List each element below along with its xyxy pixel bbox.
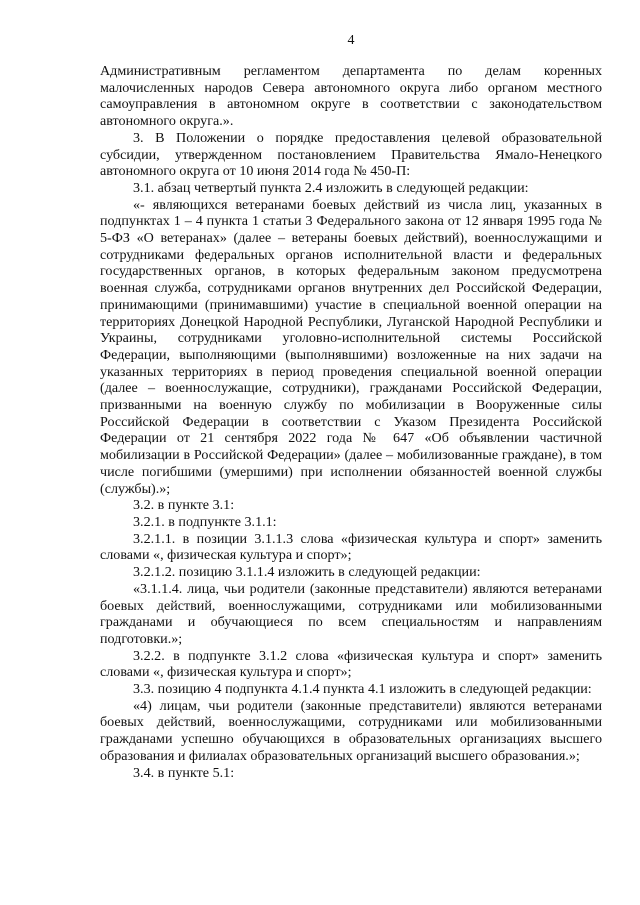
page-number: 4 bbox=[347, 33, 355, 48]
paragraph-2: 3. В Положении о порядке предоставления целевой образовательной субсидии, утвержденном постановлением Правительства Ямало-Ненецкого автономного округа от 10 июня 2014 года № 450-П: bbox=[100, 129, 602, 180]
paragraph-9: «3.1.1.4. лица, чьи родители (законные представители) являются ветеранами боевых действий, военнослужащими, сотрудниками или мобилизованными гражданами и обучающиеся по всем специальностям и направлениям подготовки.»; bbox=[100, 580, 602, 647]
paragraph-7: 3.2.1.1. в позиции 3.1.1.3 слова «физическая культура и спорт» заменить словами «, физическая культура и спорт»; bbox=[100, 530, 602, 564]
paragraph-12: «4) лицам, чьи родители (законные представители) являются ветеранами боевых действий, военнослужащими, сотрудниками или мобилизованными гражданами успешно обучающихся в образовательных организациях высшего образования и филиалах образовательных организаций высшего образования.»; bbox=[100, 697, 602, 764]
paragraph-4: «- являющихся ветеранами боевых действий из числа лиц, указанных в подпунктах 1 – 4 пункта 1 статьи 3 Федерального закона от 12 января 1995 года № 5-ФЗ «О ветеранах» (далее – ветераны боевых действий), военнослужащими и сотрудниками федеральных органов исполнительной власти и федеральных государственных органов, в которых федеральным законом предусмотрена военная служба, сотрудниками органов внутренних дел Российской Федерации, принимающими (принимавшими) участие в специальной военной операции на территориях Донецкой Народной Республики, Луганской Народной Республики и Украины, сотрудниками уголовно-исполнительной системы Российской Федерации, выполняющими (выполнявшими) возложенные на них задачи на указанных территориях в период проведения специальной военной операции (далее – военнослужащие, сотрудники), гражданами Российской Федерации, призванными на военную службу по мобилизации в Вооруженные силы Российской Федерации в соответствии с Указом Президента Российской Федерации от 21 сентября 2022 года № 647 «Об объявлении частичной мобилизации в Российской Федерации» (далее – мобилизованные граждане), в том числе погибшими (умершими) при исполнении обязанностей военной службы (службы).»; bbox=[100, 196, 602, 497]
paragraph-3: 3.1. абзац четвертый пункта 2.4 изложить в следующей редакции: bbox=[133, 179, 529, 196]
paragraph-11: 3.3. позицию 4 подпункта 4.1.4 пункта 4.1 изложить в следующей редакции: bbox=[133, 681, 592, 698]
paragraph-13: 3.4. в пункте 5.1: bbox=[133, 764, 235, 781]
paragraph-5: 3.2. в пункте 3.1: bbox=[133, 497, 235, 514]
paragraph-6: 3.2.1. в подпункте 3.1.1: bbox=[133, 513, 277, 530]
paragraph-8: 3.2.1.2. позицию 3.1.1.4 изложить в следующей редакции: bbox=[133, 564, 481, 581]
paragraph-1: Административным регламентом департамента по делам коренных малочисленных народов Севера автономного округа либо органом местного самоуправления в автономном округе в соответствии с законодательством автономного округа.». bbox=[100, 63, 602, 130]
document-body bbox=[100, 63, 602, 781]
paragraph-10: 3.2.2. в подпункте 3.1.2 слова «физическая культура и спорт» заменить словами «, физическая культура и спорт»; bbox=[100, 647, 602, 681]
